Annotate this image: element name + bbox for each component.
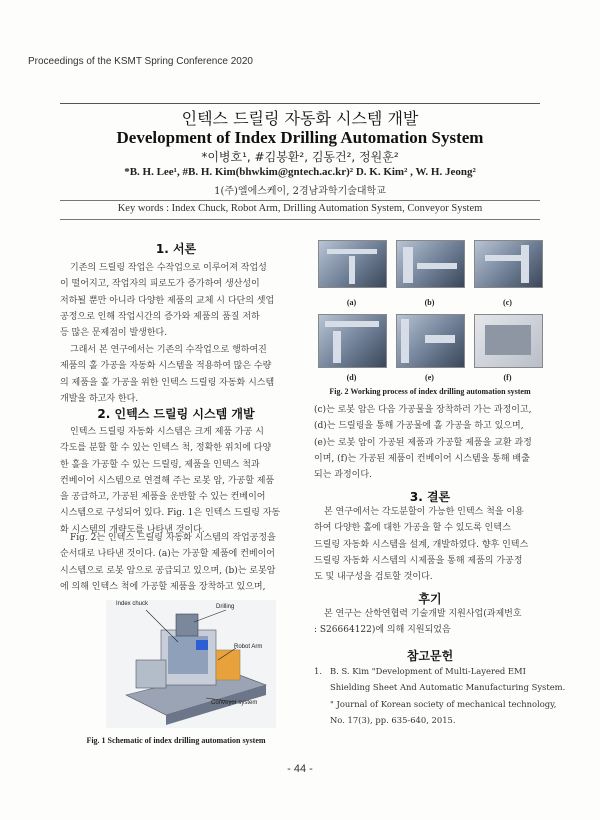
proceedings-header: Proceedings of the KSMT Spring Conference 2020 bbox=[28, 56, 253, 67]
fig2-photo-a bbox=[318, 240, 387, 288]
keywords: Key words : Index Chuck, Robot Arm, Drilling Automation System, Conveyor System bbox=[117, 203, 483, 214]
title-korean: 인텍스 드릴링 자동화 시스템 개발 bbox=[181, 109, 419, 128]
fig2-photo-d bbox=[318, 314, 387, 368]
top-rule bbox=[60, 103, 540, 104]
section-1-title: 1. 서론 bbox=[155, 242, 197, 256]
acknowledgement-title: 후기 bbox=[418, 592, 442, 606]
fig1-label-drilling: Drilling bbox=[216, 604, 235, 610]
section-3-title: 3. 결론 bbox=[409, 490, 451, 504]
section-2-paragraph-2: Fig. 2는 인텍스 드릴링 자동화 시스템의 작업공정을 순서대로 나타낸 것이다. (a)는 가공할 제품에 컨베이어 시스템으로 로봇 암으로 공급되고 있으며, (b)는 로봇암 에 의해 인텍스 척에 가공할 제품을 장착하고 있으며, bbox=[60, 533, 276, 592]
section-3-paragraph: 본 연구에서는 각도분할이 가능한 인텍스 척을 이용 하여 다양한 홀에 대한 가공을 할 수 있도록 인텍스 드릴링 자동화 시스템을 설계, 개발하였다. 향후 인텍스 드릴링 자동화 시스템의 시제품을 통해 제품의 가공정 도 및 내구성을 검토할 것이다. bbox=[314, 507, 529, 583]
figure-1-caption: Fig. 1 Schematic of index drilling automation system bbox=[86, 736, 266, 745]
section-1-paragraph-2: 그래서 본 연구에서는 기존의 수작업으로 행하여진 제품의 홀 가공을 자동화 시스템을 적용하여 많은 수량 의 제품을 홀 가공을 위한 인텍스 드릴링 자동화 시스템 개발을 하고자 한다. bbox=[60, 345, 275, 404]
fig2-label-a: (a) bbox=[346, 298, 357, 307]
fig2-photo-c bbox=[474, 240, 543, 288]
fig2-label-e: (e) bbox=[425, 373, 434, 382]
section-2-paragraph-1: 인텍스 드릴링 자동화 시스템은 크게 제품 가공 시 각도를 분할 할 수 있는 인텍스 척, 정확한 위치에 다양 한 홀을 가공할 수 있는 드릴링, 제품을 인텍스 척과 컨베이어 시스템으로 연결해 주는 로봇 암, 가공할 제품 을 공급하고, 가공된 제품을 운반할 수 있는 컨베이어 시스템으로 구성되어 있다. Fig. 1은 인텍스 드릴링 자동 화 시스템의 개략도를 나타낸 것이다. bbox=[60, 427, 281, 535]
fig1-label-conveyor: Conveyor system bbox=[211, 700, 258, 706]
fig2-label-f: (f) bbox=[503, 373, 512, 382]
figure-2-description: (c)는 로봇 암은 다음 가공물을 장착하러 가는 과정이고, (d)는 드릴링을 통해 가공물에 홀 가공을 하고 있으며, (e)는 로봇 암이 가공된 제품과 가공할 제품을 교환 과정 이며, (f)는 가공된 제품이 컨베이어 시스템을 통해 배출 되는 과정이다. bbox=[314, 405, 532, 481]
page-number: - 44 - bbox=[287, 763, 313, 775]
reference-item-1: 1. B. S. Kim "Development of Multi-Layered EMI Shielding Sheet And Automatic Manufacturing System. " Journal of Korean society of mechanical technology, No. 17(3), pp. 635-640, 2015. bbox=[314, 666, 566, 725]
references-title: 참고문헌 bbox=[406, 649, 454, 663]
keywords-rule-bottom bbox=[60, 219, 540, 220]
figure-2-caption: Fig. 2 Working process of index drilling automation system bbox=[329, 387, 531, 396]
figure-1-image bbox=[106, 600, 276, 728]
fig2-label-b: (b) bbox=[424, 298, 435, 307]
title-english: Development of Index Drilling Automation System bbox=[116, 128, 484, 147]
authors-english: *B. H. Lee¹, #B. H. Kim(bhwkim@gntech.ac.kr)² D. K. Kim² , W. H. Jeong² bbox=[124, 166, 476, 178]
fig2-photo-e bbox=[396, 314, 465, 368]
acknowledgement-text: 본 연구는 산학연협력 기술개발 지원사업(과제번호 : S26664122)에 의해 지원되었음 bbox=[314, 609, 522, 636]
keywords-rule-top bbox=[60, 200, 540, 201]
section-1-paragraph-1: 기존의 드릴링 작업은 수작업으로 이루어져 작업성 이 떨어지고, 작업자의 피로도가 증가하여 생산성이 저하될 뿐만 아니라 다양한 제품의 교체 시 다단의 셋업 공정으로 인해 작업시간의 증가와 제품의 품질 저하 등 많은 문제점이 발생한다. bbox=[60, 263, 275, 339]
affiliation: 1(주)엘에스케이, 2경남과학기술대학교 bbox=[214, 186, 386, 197]
fig2-photo-b bbox=[396, 240, 465, 288]
references-list bbox=[314, 663, 566, 728]
fig2-label-c: (c) bbox=[503, 298, 512, 307]
fig1-label-robot-arm: Robot Arm bbox=[234, 644, 263, 650]
authors-korean: *이병호¹, #김봉환², 김동건², 정원훈² bbox=[201, 150, 399, 164]
fig2-photo-f bbox=[474, 314, 543, 368]
section-2-title: 2. 인텍스 드릴링 시스템 개발 bbox=[97, 407, 255, 421]
fig2-label-d: (d) bbox=[346, 373, 357, 382]
fig1-label-index-chuck: Index chuck bbox=[116, 601, 149, 607]
